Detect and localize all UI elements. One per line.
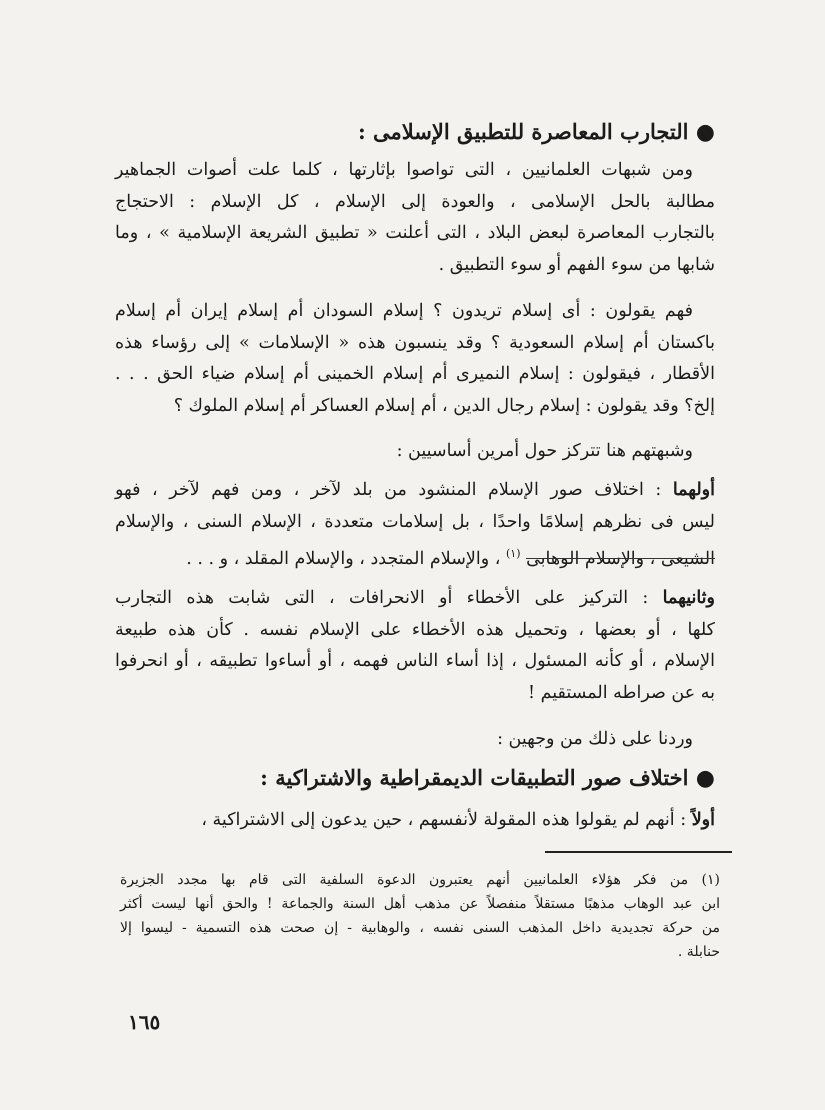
- text-line: الشيعى ، والإسلام الوهابى $^{(١)}$ ، والإسلام المتجدد ، والإسلام المقلد ، و . . .: [186, 547, 715, 569]
- text-line: إلخ؟ وقد يقولون : إسلام رجال الدين ، أم إسلام العساكر أم إسلام الملوك ؟: [173, 395, 715, 416]
- paragraph-6: [115, 724, 715, 756]
- paragraph-4: [115, 475, 715, 575]
- text-line: به عن صراطه المستقيم !: [528, 682, 715, 703]
- text-line: بالتجارب المعاصرة لبعض البلاد ، التى أعلنت « تطبيق الشريعة الإسلامية » ، وما: [115, 223, 715, 243]
- footnote-ref: (١): [505, 547, 521, 560]
- paragraph-3: [115, 436, 715, 468]
- text-line: ومن شبهات العلمانيين ، التى تواصوا بإثارتها ، كلما علت أصوات الجماهير: [115, 160, 693, 180]
- paragraph-5: [115, 583, 715, 709]
- paragraph-1: [115, 155, 715, 281]
- text-line: كلها ، أو بعضها ، وتحميل هذه الأخطاء على الإسلام نفسه . كأن هذه طبيعة: [115, 619, 715, 640]
- text-line: باكستان أم إسلام السعودية ؟ وقد ينسبون هذه « الإسلامات » إلى رؤساء هذه: [115, 332, 715, 353]
- footnote-divider: [545, 851, 732, 853]
- text-line: مطالبة بالحل الإسلامى ، والعودة إلى الإسلام ، كل الإسلام : الاحتجاج: [115, 191, 715, 212]
- text-line: شابها من سوء الفهم أو سوء التطبيق .: [438, 254, 715, 275]
- footnote-line: من حركة تجديدية داخل المذهب السنى نفسه ، والوهابية - إن صحت هذه التسمية - ليسوا إلا: [120, 920, 720, 936]
- text-line: وثانيهما : التركيز على الأخطاء أو الانحرافات ، التى شابت هذه التجارب: [115, 588, 715, 608]
- footnote: [120, 868, 720, 964]
- point-label: أولهما: [672, 480, 715, 500]
- bullet-icon: ●: [695, 119, 715, 145]
- page-number: ١٦٥: [128, 1010, 161, 1034]
- text-line: فهم يقولون : أى إسلام تريدون ؟ إسلام السودان أم إسلام إيران أم إسلام: [115, 301, 693, 321]
- paragraph-7: [115, 805, 715, 837]
- text-line: ليس فى نظرهم إسلامًا واحدًا ، بل إسلامات متعددة ، الإسلام السنى ، والإسلام: [115, 511, 715, 532]
- footnote-line: حنابلة .: [677, 944, 720, 960]
- point-label: أولاً: [691, 810, 715, 830]
- section-heading-1: ● التجارب المعاصرة للتطبيق الإسلامى :: [357, 119, 715, 145]
- text-line: أولهما : اختلاف صور الإسلام المنشود من بلد لآخر ، ومن فهم لآخر ، فهو: [115, 480, 715, 500]
- bullet-icon: ●: [695, 765, 715, 791]
- text-line: وشبهتهم هنا تتركز حول أمرين أساسيين :: [396, 441, 693, 461]
- text-line: وردنا على ذلك من وجهين :: [497, 729, 693, 749]
- text-line: الأقطار ، فيقولون : إسلام النميرى أم إسلام الخمينى أم إسلام ضياء الحق . . .: [115, 364, 715, 384]
- text-line: الإسلام ، أو كأنه المسئول ، إذا أساء الناس فهمه ، أو أساءوا تطبيقه ، أو انحرفوا: [115, 651, 715, 671]
- point-label: وثانيهما: [662, 588, 715, 608]
- section-heading-2: ● اختلاف صور التطبيقات الديمقراطية والاشتراكية :: [260, 765, 715, 791]
- text-line: أولاً : أنهم لم يقولوا هذه المقولة لأنفسهم ، حين يدعون إلى الاشتراكية ،: [201, 810, 715, 830]
- footnote-line: (١) من فكر هؤلاء العلمانيين أنهم يعتبرون الدعوة السلفية التى قام بها مجدد الجزيرة: [120, 872, 720, 888]
- footnote-line: ابن عبد الوهاب مذهبًا مستقلاً منفصلاً عن مذهب أهل السنة والجماعة ! والحق أنها ليست أكثر: [120, 896, 720, 912]
- paragraph-2: [115, 296, 715, 422]
